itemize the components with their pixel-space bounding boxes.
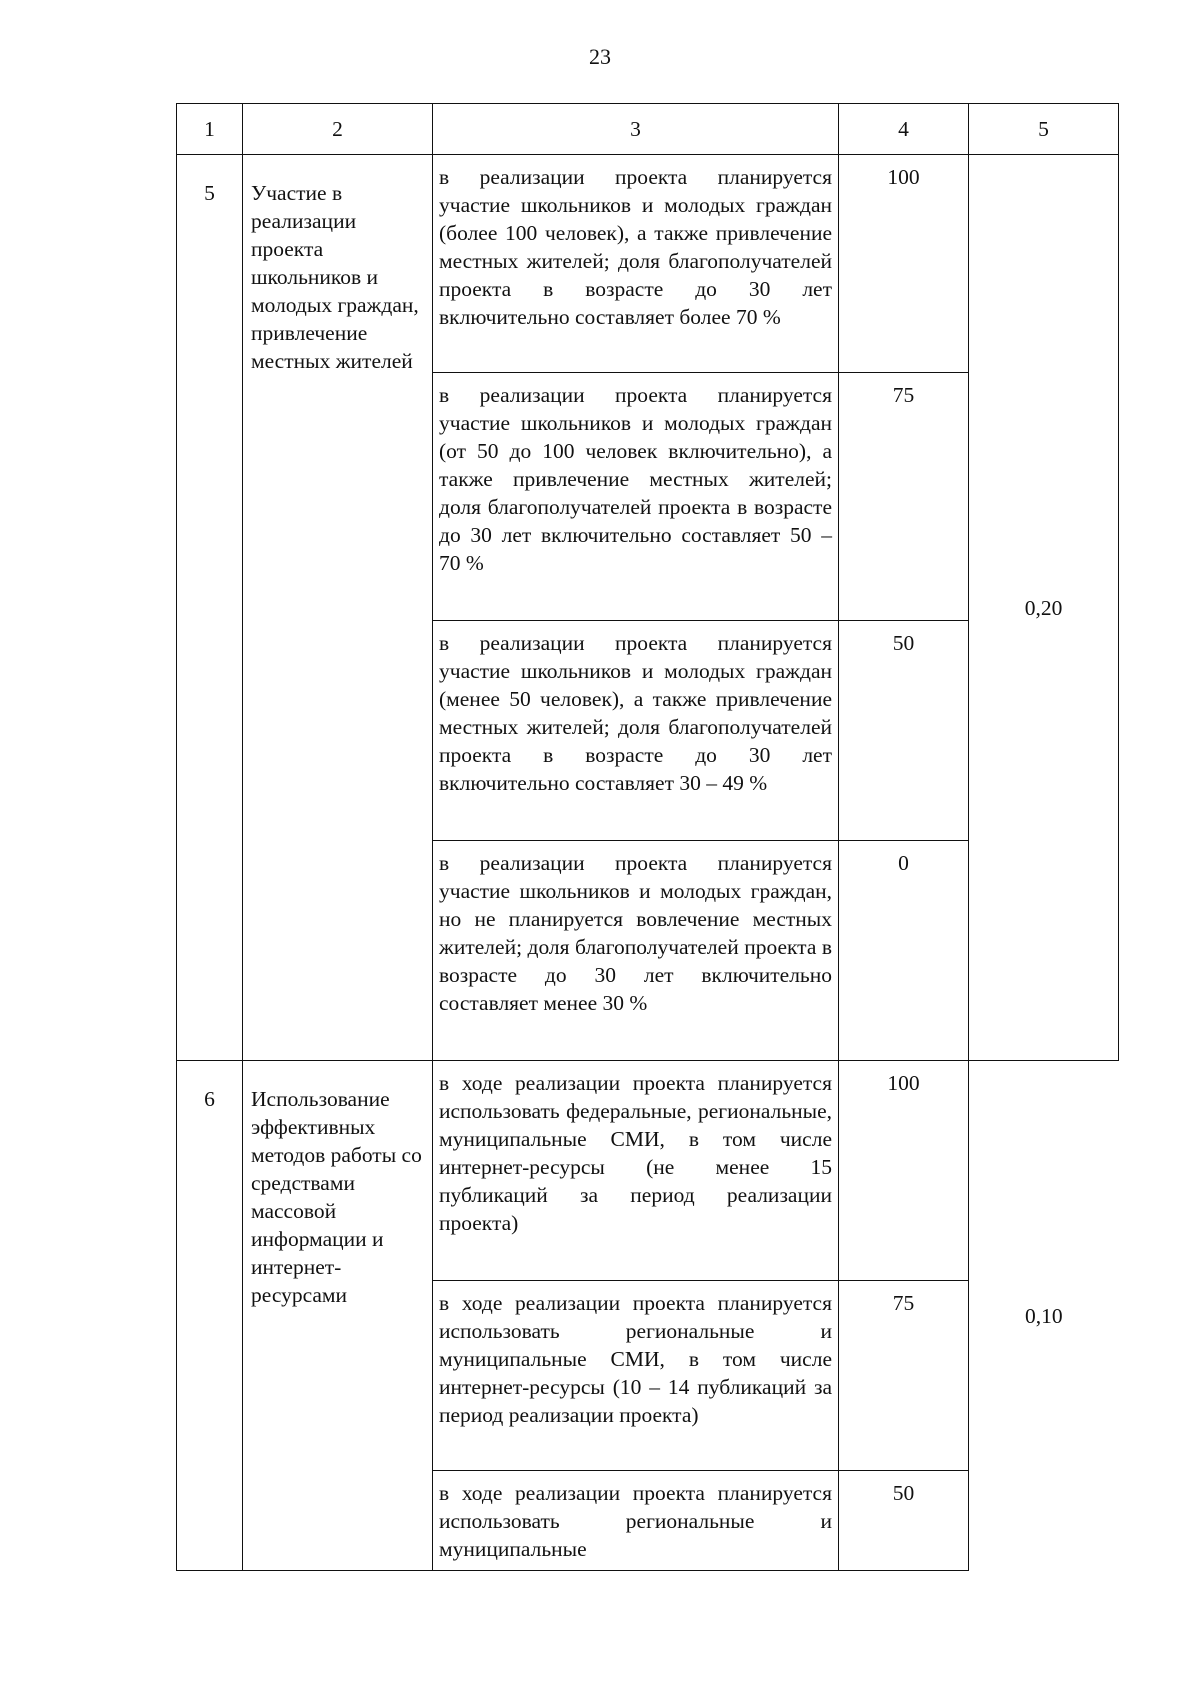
- criterion-description: в реализации проекта планируется участие школьников и молодых граждан, но не планируется вовлечение местных жителей; доля благополучателей проекта в возрасте до 30 лет включительно составляет менее 30 %: [433, 841, 839, 1061]
- table-row: [177, 155, 1119, 373]
- header-col-4: 4: [839, 104, 969, 155]
- criterion-weight: 0,20: [969, 155, 1119, 1061]
- header-col-1: 1: [177, 104, 243, 155]
- table-row: [177, 1061, 1119, 1281]
- criterion-number: 5: [177, 155, 243, 1061]
- header-col-2: 2: [243, 104, 433, 155]
- criterion-description: в ходе реализации проекта планируется использовать федеральные, региональные, муниципальные СМИ, в том числе интернет-ресурсы (не менее 15 публикаций за период реализации проекта): [433, 1061, 839, 1281]
- criterion-score: 50: [839, 1471, 969, 1571]
- header-col-5: 5: [969, 104, 1119, 155]
- criterion-score: 75: [839, 373, 969, 621]
- criterion-score: 75: [839, 1281, 969, 1471]
- criterion-score: 100: [839, 1061, 969, 1281]
- criterion-description: в реализации проекта планируется участие школьников и молодых граждан (от 50 до 100 человек включительно), а также привлечение местных жителей; доля благополучателей проекта в возрасте до 30 лет включительно составляет 50 – 70 %: [433, 373, 839, 621]
- criterion-description: в ходе реализации проекта планируется использовать региональные и муниципальные СМИ, в том числе интернет-ресурсы (10 – 14 публикаций за период реализации проекта): [433, 1281, 839, 1471]
- criterion-description: в реализации проекта планируется участие школьников и молодых граждан (более 100 человек), а также привлечение местных жителей; доля благополучателей проекта в возрасте до 30 лет включительно составляет более 70 %: [433, 155, 839, 373]
- criterion-score: 0: [839, 841, 969, 1061]
- page-number: 23: [589, 44, 611, 69]
- header-row: [177, 104, 1119, 155]
- criterion-description: в ходе реализации проекта планируется использовать региональные и муниципальные: [433, 1471, 839, 1571]
- criterion-score: 50: [839, 621, 969, 841]
- criterion-title: Использование эффективных методов работы со средствами массовой информации и интернет-ресурсами: [243, 1061, 433, 1571]
- criterion-number: 6: [177, 1061, 243, 1571]
- criterion-weight: 0,10: [969, 1061, 1119, 1571]
- criteria-table: [176, 103, 1119, 1571]
- header-col-3: 3: [433, 104, 839, 155]
- criterion-title: Участие в реализации проекта школьников и молодых граждан, привлечение местных жителей: [243, 155, 433, 1061]
- criterion-description: в реализации проекта планируется участие школьников и молодых граждан (менее 50 человек), а также привлечение местных жителей; доля благополучателей проекта в возрасте до 30 лет включительно составляет 30 – 49 %: [433, 621, 839, 841]
- criterion-score: 100: [839, 155, 969, 373]
